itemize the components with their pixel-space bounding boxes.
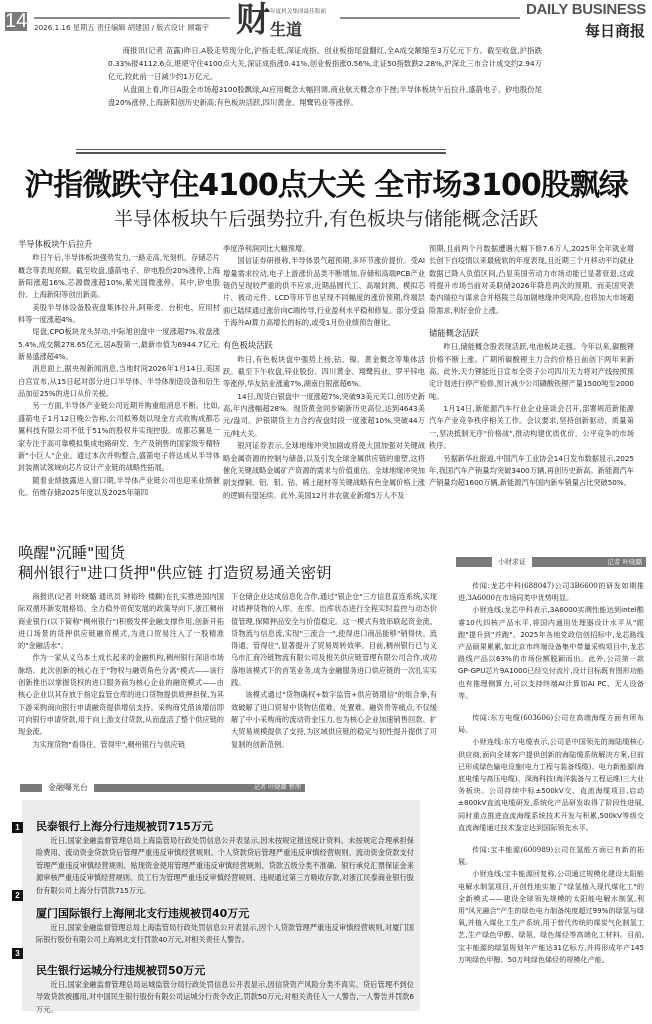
item-body: 近日,国家金融监督管理总局上海监管局行政处罚信息公开表显示,因个人贷款管理严重违反审慎经营规则,对厦门国际银行股份有限公司上海闸北支行罚款40万元,对相关责任人警告。 xyxy=(36,923,414,945)
paragraph: 昨日,有色板块盘中强势上扬,钴、镍、黄金概念等集体活跃。截至下午收盘,锌业股份、四川黄金、翔鹭钨业、罗平锌电等涨停,华友钴业涨逾7%,湖南白银涨超6%。 xyxy=(223,354,425,389)
section-heading: 有色板块活跃 xyxy=(223,340,273,351)
paragraph: 该模式通过"货物确权+数字监管+供应链增信"的组合拳,有效破解了进口贸易中货物估值难、处置难、融资贵等痛点,不仅缓解了中小采购商的流动资金压力,也为核心企业加速销售回款、扩大贸易规模提供了支持,为区域供应链的稳定与韧性提升提供了可复制的创新范例。 xyxy=(231,690,437,749)
headline-line-2: 稠州银行"进口货押"供应链 打造贸易通关密钥 xyxy=(18,564,332,582)
award-text: 年度机关集团最佳版面 xyxy=(270,9,326,15)
exposure-byline: 记者 叶晓璐 整理 xyxy=(253,784,301,791)
article-column-3 xyxy=(429,243,634,490)
paragraph: 尾盘,CPO板块龙头异动,中际旭创盘中一度涨超7%,收盘涨5.4%,成交额278.65亿元,居A股第一,最新市值为6944.7亿元;新易盛涨超4%。 xyxy=(18,327,220,362)
page-number: 14 xyxy=(5,10,28,32)
verify-byline: 记者 叶晓璐 xyxy=(607,558,642,566)
item-body: 近日,国家金融监督管理总局上海监管局行政处罚信息公开表显示,因未按规定报送统计资料、未按规定合理承担保险费用、流动资金贷款贷后管理严重违反审慎经营规则、个人贷款贷后管理严重违反审慎经营规则、流动资金贷款支付管理严重违反审慎经营规则、贴现资金使用管理严重违反审慎经营规则、贷款五级分类不准确、银行承兑汇票保证金来源审核严重违反审慎经营规则、员工行为管理严重违反审慎经营规则、违规通过第三方吸收存款,对浙江民泰商业银行股份有限公司上海分行罚款715万元。 xyxy=(36,836,414,895)
lead-paragraph: 商报讯(记者 苗露)昨日,A股走势现分化,沪指走低,深证成指、创业板指尾盘翻红,全A成交额缩至3万亿元下方。截至收盘,沪指跌0.33%报4112.6点,堪堪守住4100点大关,深证成指涨0.41%,创业板指涨0.56%,北证50指数跌2.28%,沪深北三市合计成交约2.94万亿元,较此前一日减少约1万亿元。 xyxy=(108,46,542,81)
paragraph: 为实现货物"看得住、管得牢",稠州银行与供应链 xyxy=(32,739,186,749)
sub-headline: 半导体板块午后强势拉升,有色板块与储能概念活跃 xyxy=(113,208,539,230)
paragraph: 消息面上,据央视新闻消息,当地时间2026年1月14日,美国白宫宣布,从15日起对部分进口半导体、半导体制造设备和衍生品加征25%的进口从价关税。 xyxy=(18,364,220,399)
verify-section-bar xyxy=(456,557,646,567)
paragraph: 作为一家从义乌本土成长起来的金融机构,稠州银行深谙市场脉络。此次创新的核心在于"物权与融资角色分离"模式——该行创新推出以掌握货权的进口服务商为核心企业的融资模式——由核心企业以其存放于指定监管仓库的进口货物提供质押担保,为其下游采购商向银行申请融资提供增信支持。采购商凭借该增信即可向银行申请贷款,用于向上游支付货款,从而盘活了整个供应链的现金流。 xyxy=(18,653,224,737)
paragraph: 昨日午后,半导体板块强势发力,一路走高,光刻机、存储芯片概念等表现亮眼。截至收盘,盛箭电子、矽电股份20%涨停,上海新阳涨超16%,芯源微涨超10%,紫光国微涨停。其中,矽电股份、上海新阳等创出新高。 xyxy=(18,253,220,300)
article-headline xyxy=(18,543,332,583)
paragraph: 14日,现货白银盘中一度涨超7%,突破93美元关口,创历史新高,年内涨幅超28%。现货黄金同步刷新历史高位,达到4643美元/盎司。沪银期货主力合约夜盘时段一度涨超10%,突破44万元/吨大关。 xyxy=(223,391,425,438)
exposure-section-bar xyxy=(20,784,305,792)
paragraph: 随着业绩披露进入窗口期,半导体产业链公司也迎来业绩催化。佰维存储2025年度以及2025年第四 xyxy=(18,475,220,497)
exposure-item xyxy=(36,962,414,1016)
answer: 小财连线:宝丰能源回复称,公司通过规模化建设太阳能电解水制氢项目,开创性地实施了"绿氢植入现代煤化工"的全新模式——建设全球领先规模的太阳能电解水制氢,利用"风光融合"产生的绿色电力制备纯度超过99%的绿氢与绿氧,并植入煤化工生产系统,用于替代传统的煤炭气化制氢工艺,生产绿色甲醇、绿氨、绿色烯烃等高端化工材料。目前,宝丰能源的绿氢规划年产能达31亿标方,并将形成年产145万吨绿色甲醇、50万吨绿色烯烃的规模化产能。 xyxy=(458,869,644,964)
paragraph: 美股半导体设备股夜盘集体拉升,阿斯麦、台积电、应用材料等一度涨超4%。 xyxy=(18,302,220,325)
item-title: 民生银行运城分行违规被罚50万元 xyxy=(36,964,206,977)
divider xyxy=(76,149,446,150)
section-logo: 财 xyxy=(236,0,270,40)
article-column-1 xyxy=(18,238,220,499)
rumor: 传闻:宝丰能源(600989)公司在氢能方面已有新的拓展。 xyxy=(458,845,644,867)
exposure-section-label: 金融曝光台 xyxy=(42,781,94,794)
paragraph: 季度净利润同比大幅预增。 xyxy=(223,244,310,253)
dateline: 2026.1.16 星期五 责任编辑 胡建国 / 版式设计 顾霜宇 xyxy=(34,23,209,32)
section-heading: 半导体板块午后拉升 xyxy=(18,239,93,249)
item-title: 厦门国际银行上海闸北支行违规被罚40万元 xyxy=(36,907,250,920)
verify-section-label: 小财求证 xyxy=(492,556,532,568)
rumor: 传闻:东方电缆(603606)公司在高端海缆方面有所布局。 xyxy=(458,713,644,735)
article-column-2 xyxy=(223,243,425,502)
section-heading: 储能概念活跃 xyxy=(429,328,479,339)
paragraph: 另据新华社报道,中国汽车工业协会14日发布数据显示,2025年,我国汽车产销量均突破3400万辆,再创历史新高。新能源汽车产销量均超1600万辆,新能源汽车国内新车销量占比突破50%。 xyxy=(429,453,634,488)
lead-paragraphs xyxy=(108,44,542,109)
item-number: 3 xyxy=(12,948,23,959)
brand-english: DAILY BUSINESS xyxy=(525,1,646,18)
paragraph: 1月14日,新能源汽车行业企业座谈会召开,部署规范新能源汽车产业竞争秩序相关工作。会议要求,坚持创新驱动、质量第一,坚决抵制无序"价格战",推动构建优质优价、公平竞争的市场秩序。 xyxy=(429,404,634,451)
paragraph: 预期,且前两个月数据遭遇大幅下修7.6万人,2025年全年就业增长创下自疫情以来最疲软的年度表现,且近期三个月移动平均就业数据已降入负值区间,凸显美国劳动力市场动能已显著衰退,这或将提升市场当前对美联储2026年降息两次的预期。而美国突袭委内瑞拉与谋求合并格陵兰岛加剧地缘冲突风险,也将加大市场避险需求,利好金价上涨。 xyxy=(429,244,634,315)
exposure-item xyxy=(36,905,414,947)
headline-line-1: 唤醒"沉睡"囤货 xyxy=(18,544,126,562)
header-rule-right xyxy=(340,17,520,19)
item-number: 1 xyxy=(12,822,23,833)
answer: 小财连线:龙芯中科表示,3A6000实测性能达到intel酷睿10代四核产品水平,将国内通用处理器设计水平从"跟跑"提升到"并跑"。2025年各地党政信创招标中,龙芯路线产品硕果累累,如北京市终端设备集中带量采购项目中,龙芯路线产品以63%的市场份额脱颖而出。此外,公司第一款GP-GPU芯片9A1000已经交付流片,设计目标既有图形功能也有推理侧算力,可以支持终端AI计算如AI PC、无人设备等。 xyxy=(458,605,644,700)
brand-logo: 每日商报 xyxy=(584,22,645,40)
answer: 小财连线:东方电缆表示,公司是中国领先的海陆缆核心供应商,面向全球客户提供创新的海陆缆系统解决方案,目前已形成绿色输电设施(电力工程与装备线缆)、电力新能源(海底电缆与高压电缆)、深海科技(海洋装备与工程运维)三大业务板块。公司持续中标±500kV交、直流海缆项目,启动±800kV直流电缆研发,系统化产品研发取得了阶段性进展,同时重点推进直流海缆系统技术开发与积累,500kV等级交直流海缆通过技术鉴定达到国际领先水平。 xyxy=(458,737,644,832)
paragraph: 商报讯(记者 叶晓璐 通讯员 钟裕玲 楼麒)在扎实推进国内国际双循环新发展格局、全力稳外贸促发展的政策导向下,浙江稠州商业银行(以下简称"稠州银行")积极发挥金融支撑作用,创新开拓进口场景的货押供应链融资模式,为进口贸易注入了一股精准的"金融活水"。 xyxy=(18,592,224,651)
rumor: 传闻:龙芯中科(688047)公司3B6600的研发如期推进,3A6000在市场同类中优势明显。 xyxy=(458,581,644,603)
verify-column xyxy=(458,580,644,966)
paragraph: 国信证券研报称,半导体景气超预期,多环节涨价提价。受AI增量需求拉动,电子上游涨价品类不断增加,存储和高端PCB产业链仍呈现较严重的供不应求,近期晶圆代工、高端封测、模拟芯片、被动元件、LCD等环节也呈现不同幅度的涨价预期,终端层面已陆续通过涨价向C端传导,行业盈利水平稳和修复。部分受益于海外AI算力高增长的标的,或受1月份业绩预告催化。 xyxy=(223,256,425,328)
paragraph: 银河证券表示,全球地缘冲突加剧或将使大国加强对关键战略金属资源的控制与储备,以及引发全球金属供应链的重塑,这将催化关键战略金属矿产资源的需求与价值重估。全球地缘冲突加剧支撑铜、铝、钼、钴、稀土磁材等关键战略有色金属价格上涨的逻辑有望延续。此外,美国12月非农就业新增5万人不及 xyxy=(223,441,425,500)
item-title: 民泰银行上海分行违规被罚715万元 xyxy=(36,820,213,833)
lead-paragraph: 从盘面上看,昨日A股全市场超3100股飘绿,AI应用概念大幅回调,商业航天概念亦下挫;半导体板块午后拉升,盛箭电子、矽电股份尾盘20%涨停,上海新阳创历史新高;有色板块活跃,四川黄金、翔鹭钨业等涨停。 xyxy=(108,85,542,107)
paragraph: 昨日,储能概念股表现活跃,电池板块走强。今年以来,碳酸锂价格不断上涨。广期所碳酸锂主力合约价格日前创下两年来新高。此外,天力锂能近日宣布全资子公司四川天力将对产线按照预定计划进行停产检修,预计减少公司磷酸铁锂产量1500吨至2000吨。 xyxy=(429,342,634,401)
paragraph: 另一方面,半导体产业链公司近期并购重组消息不断。比如,盛箭电子1月12日晚公告称,公司拟筹划以现金方式收购成都芯翼科技有限公司不低于51%的股权并实现控股。成都芯翼是一家专注于高可靠模拟集成电路研发、生产及销售的国家级专精特新"小巨人"企业。通过本次并购整合,盛箭电子将达成从半导体封装测试领域向芯片设计产业链的战略性拓展。 xyxy=(18,401,220,473)
paragraph: 下仓储企业达成信息化合作,通过"银企仓"三方信息直连系统,实现对质押货物的入库、在库、出库状态进行全程实时监控与动态价值管理,保障押品安全与价值稳定。这一模式有效串联起资金流、货物流与信息流,实现"三流合一",使得进口商品能够"销得快、流得通、管得住",显著提升了贸易周转效率。目前,稠州银行已与义乌市汇商冷链物流有限公司及相关供应链管理有限公司合作,成功落地该模式下的首笔业务,成为金融服务进口供应链的一次扎实实践。 xyxy=(231,592,437,688)
exposure-item xyxy=(36,818,414,897)
item-body: 近日,国家金融监督管理总局运城监管分局行政处罚信息公开表显示,因信贷资产风险分类不真实、贷后管理不到位导致贷款被挪用,对中国民生银行股份有限公司运城分行责令改正,罚款50万元;对相关责任人一人警告,一人警告并罚款6万元。 xyxy=(36,980,414,1014)
section-name: 生道 xyxy=(270,20,303,39)
header-rule-left xyxy=(34,17,230,19)
item-number: 2 xyxy=(12,890,23,901)
divider xyxy=(76,152,446,154)
main-headline: 沪指微跌守住4100点大关 全市场3100股飘绿 xyxy=(24,168,628,203)
article-column-a xyxy=(18,591,224,751)
article-column-b xyxy=(231,591,437,751)
